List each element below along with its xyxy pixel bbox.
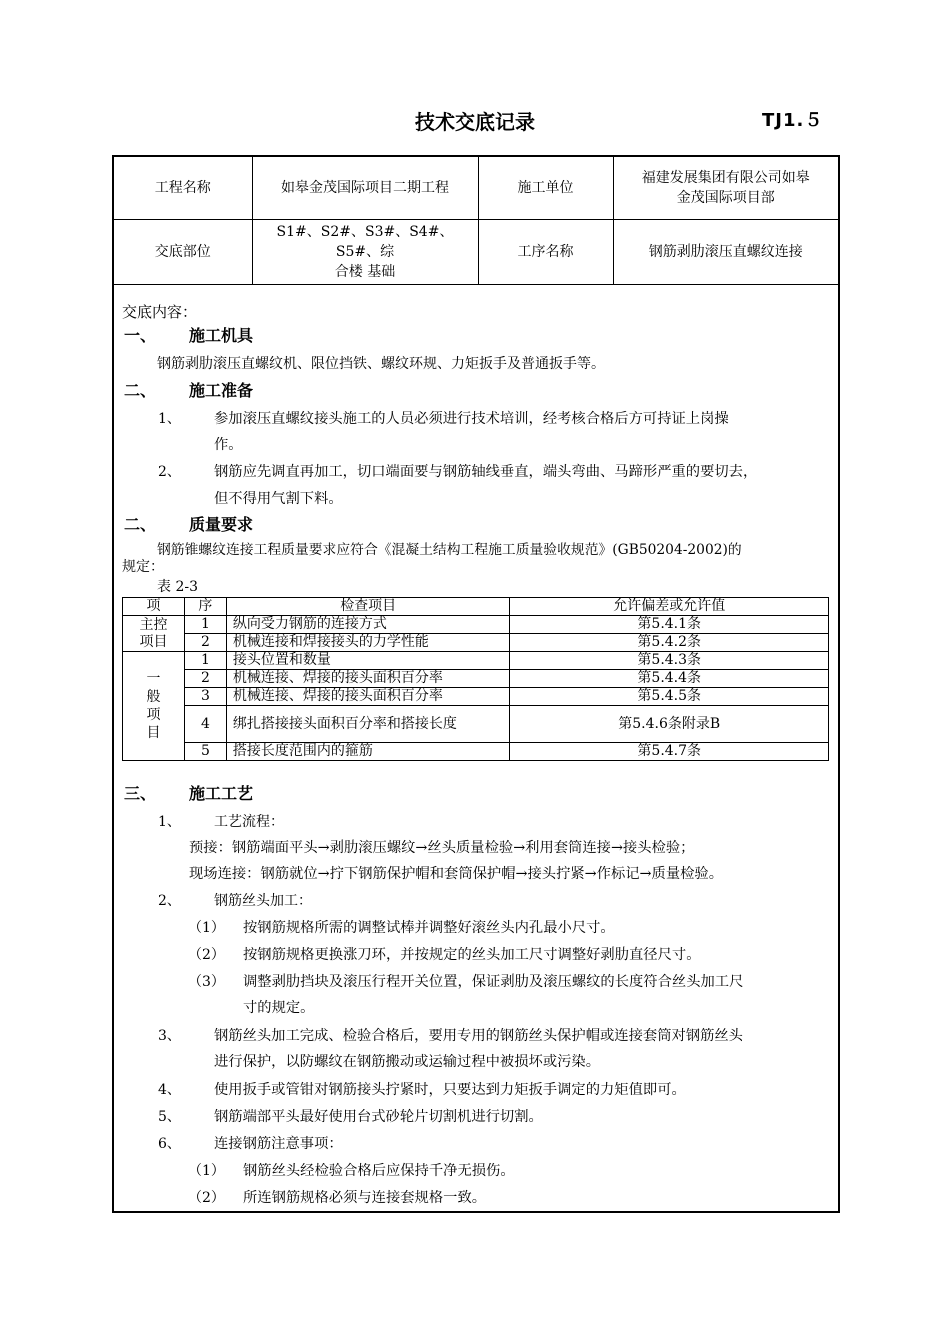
process-label: 工序名称: [478, 220, 613, 285]
row-seq: 4: [184, 706, 226, 743]
proc-3-line2: 进行保护，以防螺纹在钢筋搬动或运输过程中被损坏或污染。: [214, 1054, 601, 1070]
document-title: 技术交底记录: [415, 110, 535, 134]
proc-1-preconnect: 预接：钢筋端面平头→剥肋滚压螺纹→丝头质量检验→利用套筒连接→接头检验；: [189, 840, 695, 856]
item-2-1-line1: 参加滚压直螺纹接头施工的人员必须进行技术培训，经考核合格后方可持证上岗操: [214, 411, 729, 427]
row-check: 绑扎搭接接头面积百分率和搭接长度: [226, 706, 510, 743]
proc-1-site: 现场连接：钢筋就位→拧下钢筋保护帽和套筒保护帽→接头拧紧→作标记→质量检验。: [189, 866, 724, 882]
row-check: 机械连接和焊接接头的力学性能: [226, 634, 510, 652]
item-2-2-number: 2、: [158, 464, 181, 480]
row-allow: 第5.4.1条: [510, 616, 829, 634]
row-check: 机械连接、焊接的接头面积百分率: [226, 688, 510, 706]
header-seq: 序: [184, 598, 226, 616]
row-allow: 第5.4.4条: [510, 670, 829, 688]
section-4-number: 三、: [124, 784, 157, 803]
proc-2-1-number: （1）: [188, 920, 225, 936]
project-value: 如皋金茂国际项目二期工程: [252, 157, 478, 220]
section-3-number: 二、: [124, 515, 157, 534]
row-allow: 第5.4.6条附录B: [510, 706, 829, 743]
proc-2-1-text: 按钢筋规格所需的调整试棒并调整好滚丝头内孔最小尺寸。: [243, 920, 615, 936]
section-1-title: 施工机具: [189, 326, 254, 345]
proc-2-2-text: 按钢筋规格更换涨刀环，并按规定的丝头加工尺寸调整好剥肋直径尺寸。: [243, 947, 701, 963]
item-2-1-line2: 作。: [214, 437, 243, 453]
table-row: [123, 634, 829, 652]
part-value: [252, 220, 478, 285]
row-allow: 第5.4.5条: [510, 688, 829, 706]
process-value: 钢筋剥肋滚压直螺纹连接: [613, 220, 838, 285]
group-general-char: 般: [146, 689, 161, 705]
proc-3-number: 3、: [158, 1028, 181, 1044]
quality-table: [122, 597, 829, 761]
section-1-text: 钢筋剥肋滚压直螺纹机、限位挡铁、螺纹环规、力矩扳手及普通扳手等。: [157, 356, 605, 372]
row-allow: 第5.4.3条: [510, 652, 829, 670]
proc-1-number: 1、: [158, 814, 181, 830]
proc-6-title: 连接钢筋注意事项：: [214, 1136, 343, 1152]
content-intro: 交底内容：: [122, 303, 198, 321]
table-row: [123, 616, 829, 634]
proc-6-number: 6、: [158, 1136, 181, 1152]
unit-label: 施工单位: [478, 157, 613, 220]
proc-2-3-number: （3）: [188, 974, 225, 990]
section-1-number: 一、: [124, 326, 157, 345]
table-row: [123, 743, 829, 761]
row-allow: 第5.4.2条: [510, 634, 829, 652]
item-2-1-number: 1、: [158, 411, 181, 427]
row-seq: 2: [184, 670, 226, 688]
table-header-row: [123, 598, 829, 616]
row-check: 纵向受力钢筋的连接方式: [226, 616, 510, 634]
proc-6-2-text: 所连钢筋规格必须与连接套规格一致。: [243, 1190, 487, 1206]
row-seq: 1: [184, 652, 226, 670]
part-value-line1: S1#、S2#、S3#、S4#、S5#、综: [276, 224, 454, 260]
group-main: [123, 616, 185, 652]
group-general: [123, 652, 185, 761]
part-label: 交底部位: [114, 220, 252, 285]
unit-value-line1: 福建发展集团有限公司如皋: [641, 170, 810, 186]
row-seq: 3: [184, 688, 226, 706]
proc-5-number: 5、: [158, 1109, 181, 1125]
table-caption: 表 2-3: [157, 579, 198, 595]
proc-2-title: 钢筋丝头加工：: [214, 893, 312, 909]
proc-6-2-number: （2）: [188, 1190, 225, 1206]
row-check: 机械连接、焊接的接头面积百分率: [226, 670, 510, 688]
table-row: [123, 652, 829, 670]
proc-2-3-line2: 寸的规定。: [243, 1000, 315, 1016]
section-2-title: 施工准备: [189, 381, 254, 400]
proc-1-title: 工艺流程：: [214, 814, 284, 830]
header-check: 检查项目: [226, 598, 510, 616]
group-general-char: 一: [146, 671, 161, 687]
section-3-line2: 规定：: [122, 559, 164, 575]
header-table: [114, 157, 838, 285]
header-allow: 允许偏差或允许值: [510, 598, 829, 616]
item-2-2-line2: 但不得用气割下料。: [214, 491, 343, 507]
document-code: TJ1.５: [762, 110, 824, 131]
section-2-number: 二、: [124, 381, 157, 400]
project-label: 工程名称: [114, 157, 252, 220]
header-item: 项: [123, 598, 185, 616]
section-4-title: 施工工艺: [189, 784, 254, 803]
proc-2-3-line1: 调整剥肋挡块及滚压行程开关位置，保证剥肋及滚压螺纹的长度符合丝头加工尺: [243, 974, 744, 990]
group-main-line1: 主控: [139, 616, 168, 633]
table-row: [123, 688, 829, 706]
group-main-line2: 项目: [139, 633, 168, 650]
table-row: [123, 706, 829, 743]
item-2-2-line1: 钢筋应先调直再加工，切口端面要与钢筋轴线垂直，端头弯曲、马蹄形严重的要切去，: [214, 464, 758, 480]
proc-4-number: 4、: [158, 1082, 181, 1098]
group-general-char: 目: [146, 725, 161, 741]
proc-5-text: 钢筋端部平头最好使用台式砂轮片切割机进行切割。: [214, 1109, 543, 1125]
proc-6-1-text: 钢筋丝头经检验合格后应保持千净无损伤。: [243, 1163, 515, 1179]
unit-value: [613, 157, 838, 220]
unit-value-line2: 金茂国际项目部: [676, 190, 775, 206]
row-check: 搭接长度范围内的箍筋: [226, 743, 510, 761]
section-3-title: 质量要求: [189, 515, 254, 534]
row-check: 接头位置和数量: [226, 652, 510, 670]
proc-2-number: 2、: [158, 893, 181, 909]
row-seq: 1: [184, 616, 226, 634]
proc-3-line1: 钢筋丝头加工完成、检验合格后，要用专用的钢筋丝头保护帽或连接套筒对钢筋丝头: [214, 1028, 743, 1044]
part-value-line2: 合楼 基础: [334, 264, 396, 280]
group-general-char: 项: [146, 707, 161, 723]
row-seq: 5: [184, 743, 226, 761]
table-row: [123, 670, 829, 688]
proc-6-1-number: （1）: [188, 1163, 225, 1179]
proc-4-text: 使用扳手或管钳对钢筋接头拧紧时，只要达到力矩扳手调定的力矩值即可。: [214, 1082, 686, 1098]
proc-2-2-number: （2）: [188, 947, 225, 963]
row-seq: 2: [184, 634, 226, 652]
row-allow: 第5.4.7条: [510, 743, 829, 761]
section-3-line1: 钢筋锥螺纹连接工程质量要求应符合《混凝土结构工程施工质量验收规范》(GB50204-2002)的: [157, 542, 742, 558]
